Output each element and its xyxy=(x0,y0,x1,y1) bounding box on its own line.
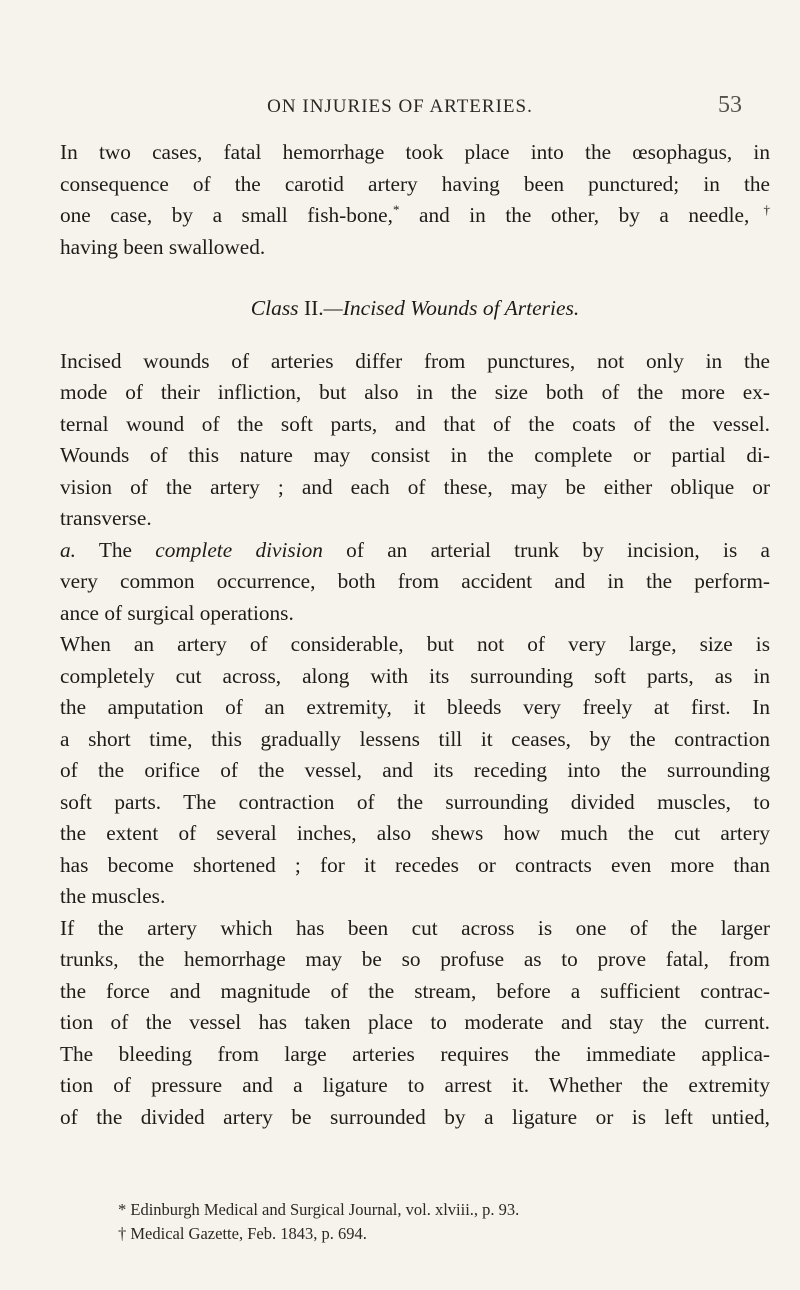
text-line: tion of pressure and a ligature to arrest it. Whether the extremity xyxy=(60,1073,770,1097)
text-line: a short time, this gradually lessens till it ceases, by the contraction xyxy=(60,726,770,751)
text-line: The bleeding from large arteries requires the immediate applica- xyxy=(60,1041,770,1066)
text-fragment: of an arterial trunk by incision, is a xyxy=(322,537,770,562)
text-line: having been swallowed. xyxy=(60,234,266,259)
text-line: ternal wound of the soft parts, and that of the coats of the vessel. xyxy=(60,411,770,436)
text-fragment: and in the other, by a needle, xyxy=(399,203,750,227)
page-number: 53 xyxy=(718,92,742,118)
text-line: vision of the artery ; and each of these, may be either oblique or xyxy=(60,474,770,499)
text-line: ance of surgical operations. xyxy=(60,600,294,625)
footnote-2-text: Medical Gazette, Feb. 1843, p. 694. xyxy=(126,1224,367,1243)
text-line: In two cases, fatal hemorrhage took place into the œsophagus, in xyxy=(60,140,770,164)
running-head xyxy=(0,92,800,126)
text-line: When an artery of considerable, but not of very large, size is xyxy=(60,632,770,656)
running-title: ON INJURIES OF ARTERIES. xyxy=(267,96,533,117)
footnotes xyxy=(118,1198,758,1246)
text-line: Wounds of this nature may consist in the complete or partial di- xyxy=(60,443,770,467)
paragraph-complete-division xyxy=(60,535,770,630)
text-line: the muscles. xyxy=(60,884,166,908)
text-line: very common occurrence, both from accident and in the perform- xyxy=(60,569,770,593)
section-class-label: Class xyxy=(250,296,299,320)
item-letter: a. xyxy=(60,537,76,562)
footnote-1-text: Edinburgh Medical and Surgical Journal, vol. xlviii., p. 93. xyxy=(126,1200,520,1219)
paragraph-large-trunks xyxy=(60,913,770,1134)
paragraph-oesophagus-cases xyxy=(60,137,770,263)
text-line xyxy=(60,200,770,232)
text-line: the force and magnitude of the stream, before a sufficient contrac- xyxy=(60,978,770,1003)
text-line: has become shortened ; for it recedes or contracts even more than xyxy=(60,852,770,877)
body-text xyxy=(60,137,770,1133)
text-line: soft parts. The contraction of the surrounding divided muscles, to xyxy=(60,789,770,814)
text-line: of the orifice of the vessel, and its receding into the surrounding xyxy=(60,758,770,782)
paragraph-moderate-artery xyxy=(60,629,770,913)
footnote-marker-asterisk: * xyxy=(392,201,400,217)
text-line: trunks, the hemorrhage may be so profuse as to prove fatal, from xyxy=(60,947,770,971)
section-class-number: II. xyxy=(298,296,324,320)
section-heading xyxy=(60,293,770,325)
paragraph-incised-wounds xyxy=(60,346,770,535)
footnote-marker-dagger: † xyxy=(749,201,771,217)
text-fragment: The xyxy=(75,537,156,562)
footnote-1 xyxy=(118,1198,758,1222)
text-line: If the artery which has been cut across is one of the larger xyxy=(60,915,770,940)
emphasis-term: complete division xyxy=(155,537,323,562)
section-title: —Incised Wounds of Arteries. xyxy=(323,296,580,320)
text-line: consequence of the carotid artery having been punctured; in the xyxy=(60,171,770,196)
text-line: the extent of several inches, also shews how much the cut artery xyxy=(60,821,770,845)
text-line: of the divided artery be surrounded by a ligature or is left untied, xyxy=(60,1104,770,1129)
text-fragment: one case, by a small fish-bone, xyxy=(60,203,393,227)
footnote-1-mark: * xyxy=(118,1200,127,1219)
text-line: transverse. xyxy=(60,506,152,530)
text-line: completely cut across, along with its surrounding soft parts, as in xyxy=(60,663,770,688)
text-line: tion of the vessel has taken place to moderate and stay the current. xyxy=(60,1010,770,1034)
text-line: Incised wounds of arteries differ from punctures, not only in the xyxy=(60,348,770,373)
text-line xyxy=(60,535,770,567)
text-line: the amputation of an extremity, it bleeds very freely at first. In xyxy=(60,695,770,719)
footnote-2-mark: † xyxy=(118,1224,127,1243)
text-line: mode of their infliction, but also in the size both of the more ex- xyxy=(60,380,770,404)
footnote-2 xyxy=(118,1222,758,1246)
